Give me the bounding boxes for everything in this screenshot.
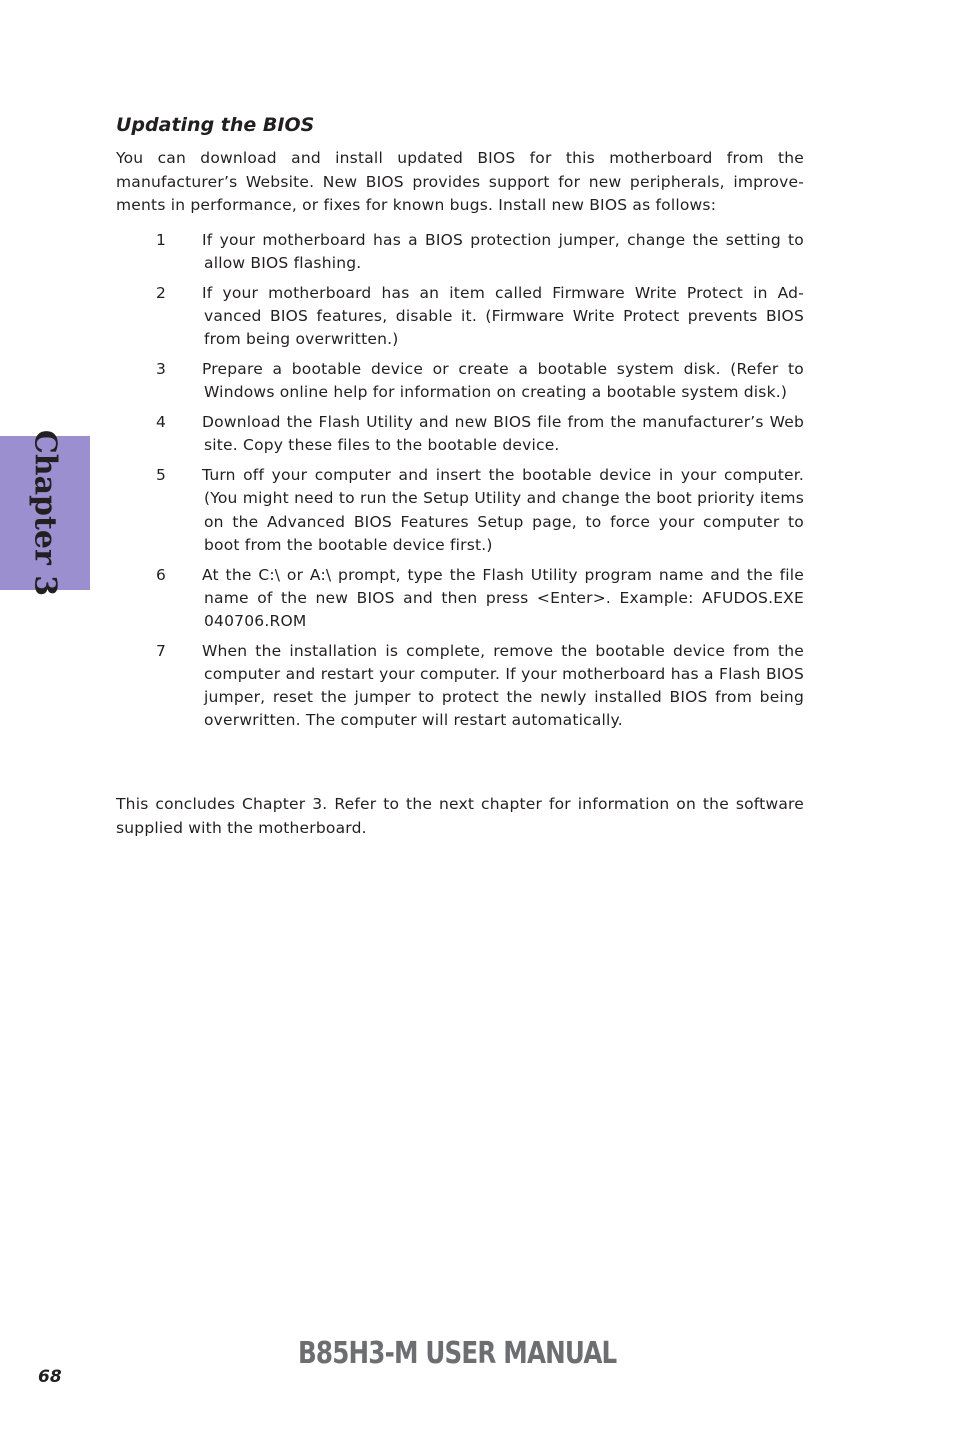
step-number: 4: [156, 413, 167, 432]
section-title: Updating the BIOS: [116, 114, 315, 136]
manual-title: B85H3-M USER MANUAL: [298, 1336, 617, 1371]
steps-list: [116, 229, 804, 739]
step-number: 2: [156, 284, 167, 302]
list-item: [116, 358, 804, 404]
step-number: 6: [156, 565, 167, 584]
step-text: Turn off your computer and insert the bootable device in your computer. (You might need to run the Setup Utility and change the boot priority items on the Advanced BIOS Features Setup page, to force your computer to boot from the bootable device first.): [202, 466, 804, 554]
step-number: 5: [156, 466, 167, 485]
step-text: Download the Flash Utility and new BIOS file from the manufacturer’s Web site. Copy these files to the bootable device.: [202, 413, 804, 455]
step-number: 1: [156, 231, 167, 249]
intro-paragraph: You can download and install updated BIOS for this motherboard from the manufacturer’s Website. New BIOS provides support for new peripherals, improve-ments in performance, or fixes for known bugs. Install new BIOS as follows:: [116, 149, 804, 214]
list-item: [116, 411, 804, 457]
list-item: [116, 564, 804, 634]
step-number: 3: [156, 360, 167, 379]
step-text: At the C:\ or A:\ prompt, type the Flash Utility program name and the file name of the new BIOS and then press <Enter>. Example: AFUDOS.EXE 040706.ROM: [202, 565, 804, 631]
list-item: [116, 229, 804, 275]
list-item: [116, 464, 804, 557]
list-item: [116, 282, 804, 352]
list-item: [116, 640, 804, 733]
conclusion-paragraph: This concludes Chapter 3. Refer to the next chapter for information on the software supplied with the motherboard.: [116, 795, 804, 837]
step-text: If your motherboard has a BIOS protection jumper, change the setting to allow BIOS flashing.: [202, 231, 804, 273]
step-text: Prepare a bootable device or create a bootable system disk. (Refer to Windows online help for information on creating a bootable system disk.): [202, 360, 804, 402]
page-number: 68: [38, 1367, 62, 1387]
step-number: 7: [156, 641, 167, 660]
chapter-label: Chapter 3: [27, 429, 63, 597]
chapter-tab: [0, 429, 90, 597]
step-text: When the installation is complete, remove the bootable device from the computer and restart your computer. If your motherboard has a Flash BIOS jumper, reset the jumper to protect the newly installed BIOS from being overwritten. The computer will restart automatically.: [202, 641, 804, 730]
step-text: If your motherboard has an item called Firmware Write Protect in Ad-vanced BIOS features, disable it. (Firmware Write Protect prevents BIOS from being overwritten.): [202, 284, 804, 349]
